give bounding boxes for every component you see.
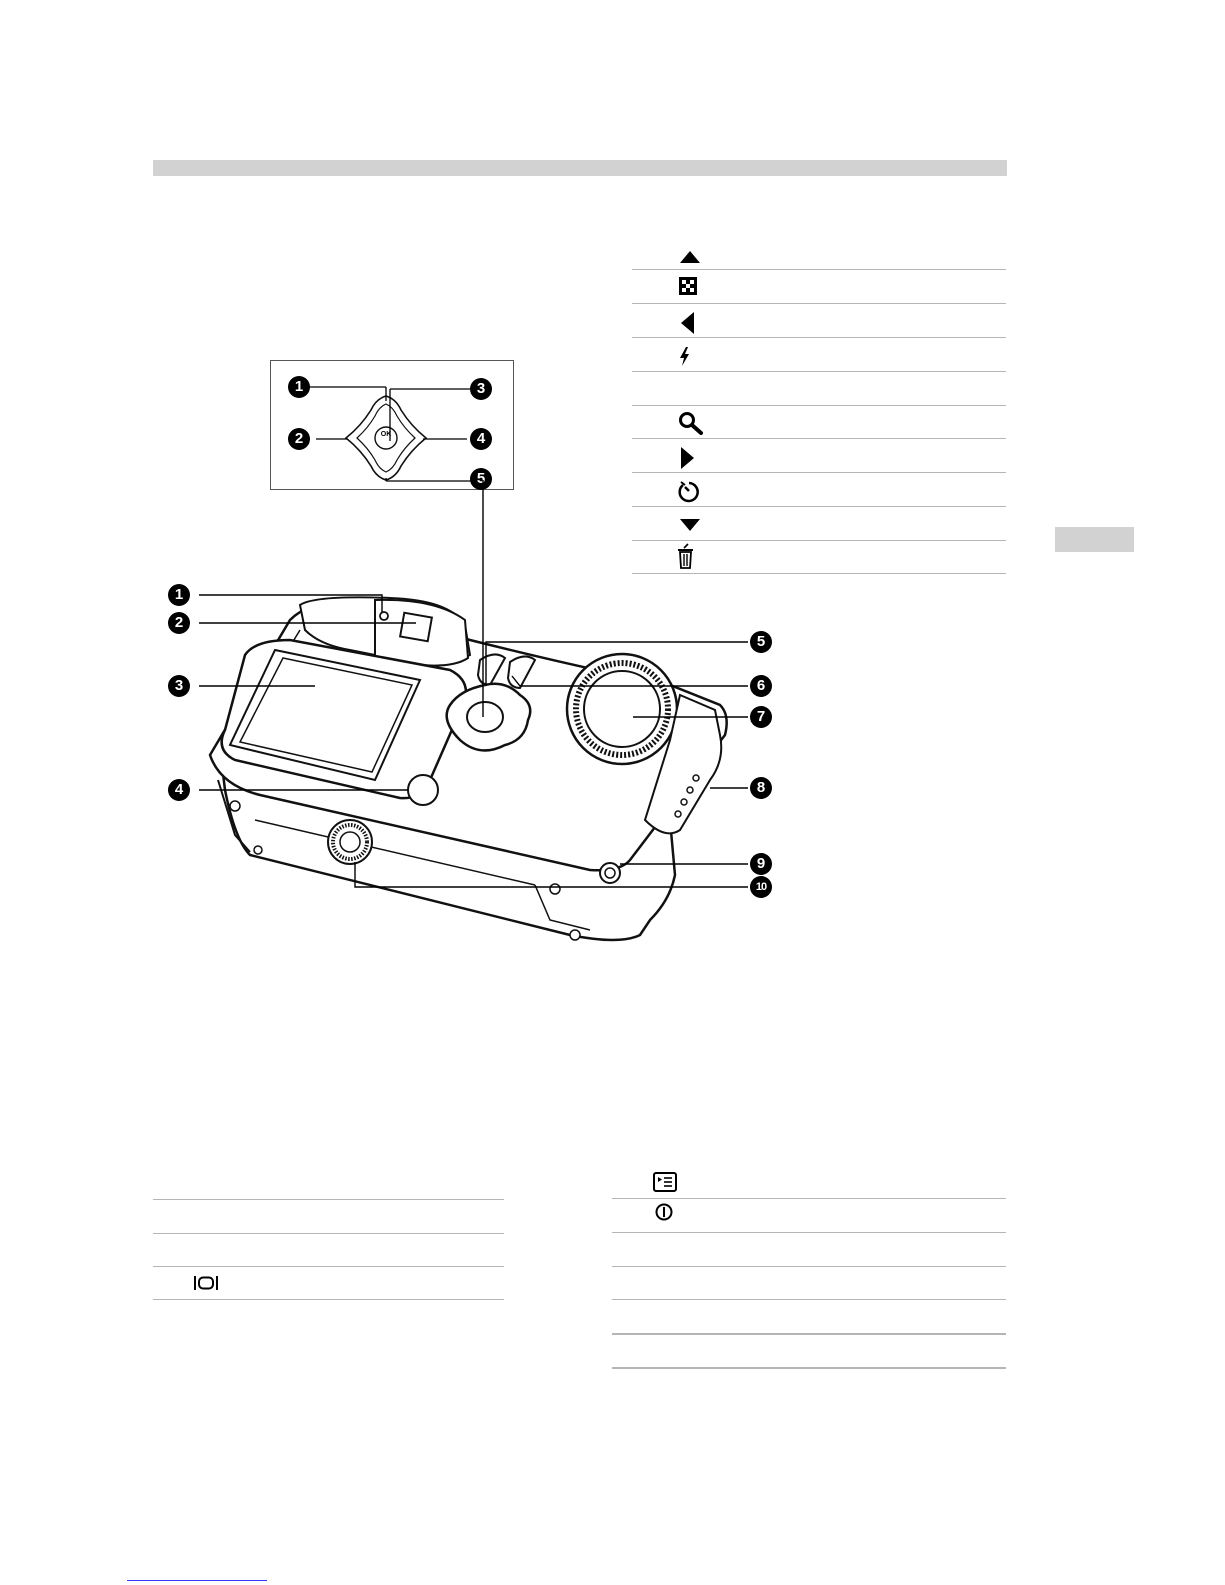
camera-callout-8: 8: [750, 777, 772, 799]
table-rule: [612, 1232, 1006, 1233]
camera-callout-2: 2: [168, 612, 190, 634]
camera-callout-4: 4: [168, 779, 190, 801]
table-rule: [153, 1299, 504, 1300]
table-rule: [612, 1299, 1006, 1300]
camera-callout-10: 10: [750, 876, 772, 898]
table-rule: [632, 438, 1006, 439]
table-rule: [632, 269, 1006, 270]
magnifier-icon: [678, 411, 704, 435]
table-rule: [153, 1266, 504, 1267]
chapter-tab: [1055, 527, 1134, 552]
section-header-bar: [153, 160, 1007, 176]
display-mode-icon: [193, 1274, 219, 1292]
flash-icon: [679, 347, 691, 367]
power-icon: [654, 1202, 674, 1222]
checkerboard-icon: [679, 277, 697, 295]
up-arrow-icon: [679, 250, 701, 264]
table-rule: [612, 1367, 1006, 1369]
table-rule: [632, 472, 1006, 473]
callout-4: 4: [470, 428, 492, 450]
table-rule: [632, 337, 1006, 338]
table-rule: [153, 1199, 504, 1200]
camera-callout-9: 9: [750, 853, 772, 875]
table-rule: [612, 1198, 1006, 1199]
left-arrow-icon: [679, 311, 695, 335]
camera-callout-7: 7: [750, 706, 772, 728]
right-arrow-icon: [680, 446, 696, 470]
camera-back-illustration: [150, 480, 800, 960]
callout-1: 1: [288, 376, 310, 398]
table-rule: [612, 1266, 1006, 1267]
table-rule: [632, 371, 1006, 372]
table-rule: [632, 405, 1006, 406]
ok-label: OK: [380, 431, 392, 438]
callout-2: 2: [288, 428, 310, 450]
table-rule: [632, 303, 1006, 304]
footer-link-underline[interactable]: [127, 1580, 267, 1581]
menu-icon: [653, 1172, 677, 1192]
callout-5: 5: [470, 468, 492, 490]
table-rule: [612, 1333, 1006, 1335]
controller-inset: [270, 360, 514, 490]
camera-callout-6: 6: [750, 675, 772, 697]
camera-callout-1: 1: [168, 584, 190, 606]
table-rule: [153, 1233, 504, 1234]
camera-callout-3: 3: [168, 675, 190, 697]
callout-3: 3: [470, 378, 492, 400]
camera-callout-5: 5: [750, 631, 772, 653]
